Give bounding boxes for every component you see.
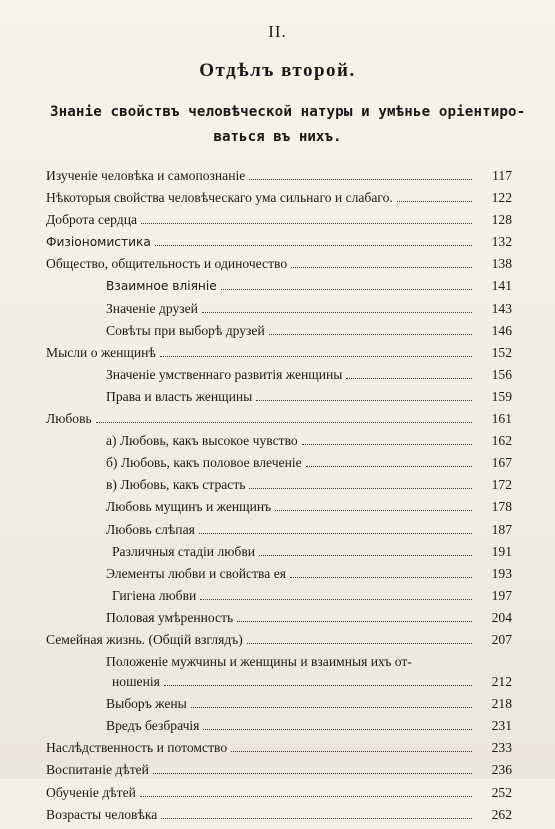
toc-leader-dots	[199, 533, 472, 534]
toc-entry-title: Обученіе дѣтей	[46, 784, 136, 800]
toc-entry-page: 212	[491, 674, 512, 690]
toc-entry	[46, 234, 512, 256]
toc-entry-page: 156	[491, 366, 512, 382]
toc-entry	[46, 499, 512, 521]
toc-entry	[46, 674, 512, 696]
toc-entry-page: 138	[491, 256, 512, 272]
table-of-contents	[46, 168, 512, 829]
toc-leader-dots	[290, 577, 472, 578]
toc-leader-dots	[306, 466, 472, 467]
toc-entry-page: 191	[491, 543, 512, 559]
toc-entry	[46, 212, 512, 234]
toc-entry-title: Изученіе человѣка и самопознаніе	[46, 168, 246, 183]
section-subtitle-line-2: ваться въ нихъ.	[213, 129, 342, 145]
toc-leader-dots	[191, 707, 472, 708]
section-title: Отдѣлъ второй.	[199, 60, 356, 81]
toc-entry	[46, 345, 512, 367]
toc-entry	[46, 323, 512, 345]
toc-entry-title: Совѣты при выборѣ друзей	[106, 322, 265, 338]
toc-entry	[46, 588, 512, 610]
toc-entry-page: 193	[491, 565, 512, 581]
toc-entry	[46, 740, 512, 762]
toc-entry	[46, 278, 512, 300]
toc-leader-dots	[231, 751, 472, 752]
toc-entry-page: 132	[491, 234, 512, 250]
toc-entry	[46, 190, 512, 212]
toc-entry	[46, 785, 512, 807]
toc-leader-dots	[291, 267, 472, 268]
toc-entry-title: Любовь слѣпая	[106, 521, 195, 537]
toc-entry-page: 172	[491, 477, 512, 493]
toc-entry	[46, 544, 512, 566]
toc-leader-dots	[161, 818, 472, 819]
toc-leader-dots	[302, 444, 472, 445]
toc-leader-dots	[249, 179, 472, 180]
toc-entry-page: 178	[491, 499, 512, 515]
toc-entry	[46, 301, 512, 323]
toc-entry-title: Любовь	[46, 411, 92, 427]
toc-entry-page: 162	[491, 433, 512, 449]
toc-leader-dots	[160, 356, 472, 357]
toc-entry-title: Положеніе мужчины и женщины и взаимныя ихъ от-	[106, 654, 412, 670]
toc-entry-page: 128	[491, 212, 512, 228]
toc-entry-page: 146	[491, 322, 512, 338]
toc-entry-title: Выборъ жены	[106, 696, 187, 712]
toc-entry	[46, 367, 512, 389]
toc-entry-title: Возрасты человѣка	[46, 806, 158, 822]
toc-entry-page: 197	[491, 587, 512, 603]
toc-leader-dots	[397, 201, 472, 202]
toc-entry-page: 167	[491, 455, 512, 471]
toc-entry-page: 252	[491, 784, 512, 800]
toc-entry	[46, 389, 512, 411]
toc-entry-page: 207	[491, 631, 512, 647]
toc-entry-page: 161	[491, 411, 512, 427]
toc-leader-dots	[140, 796, 472, 797]
toc-leader-dots	[155, 245, 472, 246]
toc-entry	[46, 610, 512, 632]
toc-entry	[46, 632, 512, 654]
toc-entry-page: 117	[492, 168, 512, 183]
toc-entry-title: в) Любовь, какъ страсть	[106, 477, 246, 493]
toc-entry-title: Воспитаніе дѣтей	[46, 762, 149, 778]
toc-entry-title: Физіономистика	[46, 235, 151, 250]
toc-entry-page: 262	[491, 806, 512, 822]
toc-entry-title: Общество, общительность и одиночество	[46, 256, 288, 272]
toc-entry-page: 122	[491, 190, 512, 206]
toc-leader-dots	[141, 223, 472, 224]
toc-leader-dots	[221, 289, 472, 290]
toc-leader-dots	[202, 312, 472, 313]
toc-leader-dots	[237, 621, 472, 622]
toc-leader-dots	[203, 729, 472, 730]
toc-entry	[46, 477, 512, 499]
toc-entry	[46, 718, 512, 740]
toc-entry-title: Вредъ безбрачія	[106, 718, 200, 734]
toc-entry-page: 236	[491, 762, 512, 778]
toc-entry	[46, 762, 512, 784]
toc-leader-dots	[275, 510, 472, 511]
toc-entry-title: Взаимное вліяніе	[106, 279, 217, 294]
toc-entry	[46, 654, 512, 674]
toc-leader-dots	[96, 422, 472, 423]
toc-entry-page: 204	[491, 609, 512, 625]
toc-leader-dots	[249, 488, 472, 489]
toc-entry-title: б) Любовь, какъ половое влеченіе	[106, 455, 302, 471]
toc-entry-title: Значеніе умственнаго развитія женщины	[106, 366, 343, 382]
toc-entry-title: Права и власть женщины	[106, 388, 253, 404]
toc-entry	[46, 566, 512, 588]
toc-entry-title: Семейная жизнь. (Общій взглядъ)	[46, 631, 243, 647]
toc-entry-title: Гигіена любви	[112, 587, 197, 603]
toc-leader-dots	[164, 685, 472, 686]
toc-entry-page: 218	[491, 696, 512, 712]
toc-leader-dots	[247, 643, 472, 644]
toc-entry-page: 152	[491, 344, 512, 360]
toc-entry-title: Доброта сердца	[46, 212, 138, 228]
toc-entry-page: 141	[491, 278, 512, 294]
toc-entry-page: 187	[491, 521, 512, 537]
toc-entry-title: Различныя стадіи любви	[112, 543, 256, 559]
toc-entry	[46, 411, 512, 433]
toc-entry	[46, 455, 512, 477]
toc-entry-title: Нѣкоторыя свойства человѣческаго ума сильнаго и слабаго.	[46, 190, 393, 206]
toc-leader-dots	[259, 555, 472, 556]
toc-entry	[46, 256, 512, 278]
toc-entry	[46, 168, 512, 190]
toc-entry-title: ношенія	[112, 674, 160, 690]
toc-leader-dots	[153, 773, 472, 774]
toc-entry	[46, 433, 512, 455]
toc-entry-title: Мысли о женщинѣ	[46, 344, 156, 360]
section-numeral: II.	[268, 22, 287, 41]
toc-leader-dots	[200, 599, 472, 600]
toc-entry-page: 159	[491, 388, 512, 404]
toc-entry-title: Элементы любви и свойства ея	[106, 565, 286, 581]
toc-entry-title: Любовь мущинъ и женщинъ	[106, 499, 272, 515]
toc-entry	[46, 807, 512, 829]
toc-entry-title: а) Любовь, какъ высокое чувство	[106, 433, 298, 449]
toc-entry-page: 143	[491, 300, 512, 316]
toc-entry-title: Наслѣдственность и потомство	[46, 740, 228, 756]
toc-entry-page: 233	[491, 740, 512, 756]
toc-leader-dots	[256, 400, 472, 401]
toc-leader-dots	[269, 334, 472, 335]
toc-entry	[46, 522, 512, 544]
toc-leader-dots	[346, 378, 472, 379]
section-subtitle-line-1: Знаніе свойствъ человѣческой натуры и умѣнье оріентиро-	[50, 104, 526, 120]
toc-entry	[46, 696, 512, 718]
toc-entry-page: 231	[491, 718, 512, 734]
toc-entry-title: Половая умѣренность	[106, 609, 234, 625]
toc-entry-title: Значеніе друзей	[106, 300, 198, 316]
